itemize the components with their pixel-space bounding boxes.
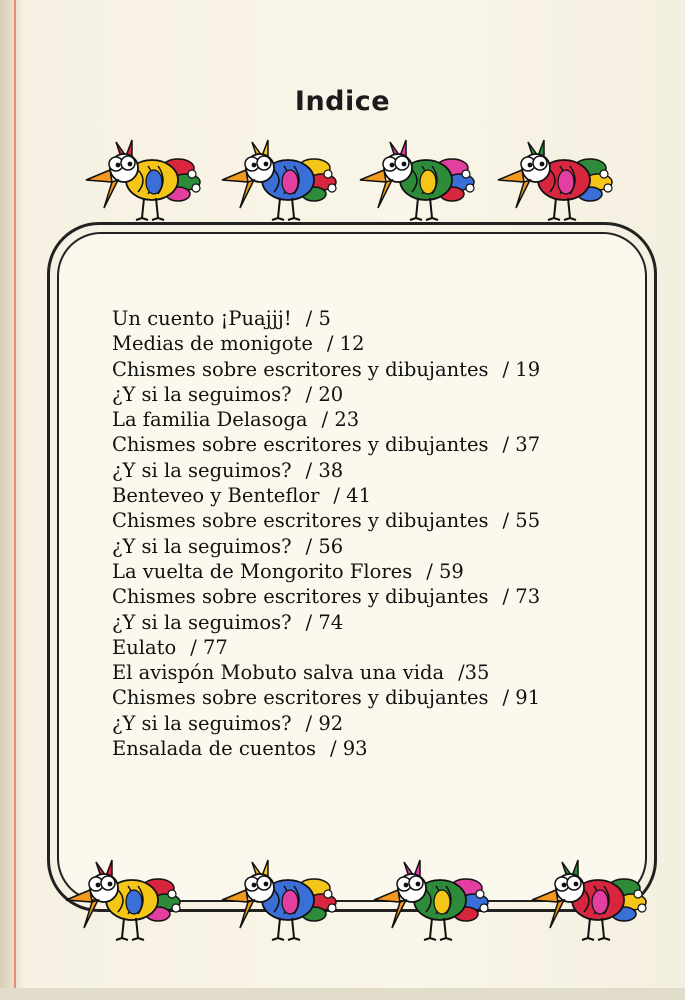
bird-decoration	[494, 138, 620, 222]
toc-entry-page: / 20	[305, 382, 344, 406]
toc-entry	[112, 635, 652, 660]
book-spine	[0, 0, 22, 1000]
toc-entry-title: Un cuento ¡Puajjj!	[112, 307, 292, 330]
table-of-contents	[112, 306, 652, 761]
toc-entry-title: La vuelta de Mongorito Flores	[112, 559, 413, 583]
toc-entry-page: / 74	[305, 610, 344, 634]
cartoon-bird-icon	[62, 858, 188, 942]
cartoon-bird-icon	[494, 138, 620, 222]
toc-entry-title: Chismes sobre escritores y dibujantes	[112, 509, 489, 533]
toc-entry-page: / 5	[305, 307, 331, 330]
toc-entry	[112, 432, 652, 457]
toc-entry-page: /35	[458, 661, 490, 685]
bird-decoration	[370, 858, 496, 942]
toc-entry-page: / 12	[326, 332, 365, 356]
toc-entry	[112, 483, 652, 508]
toc-entry	[112, 610, 652, 635]
toc-entry-page: / 23	[321, 408, 360, 432]
toc-entry	[112, 685, 652, 710]
toc-entry	[112, 306, 652, 331]
bird-decoration	[218, 138, 344, 222]
toc-entry-title: El avispón Mobuto salva una vida	[112, 661, 445, 685]
toc-entry-page: / 55	[502, 509, 541, 533]
toc-entry	[112, 382, 652, 407]
cartoon-bird-icon	[370, 858, 496, 942]
toc-entry-title: ¿Y si la seguimos?	[112, 534, 292, 558]
page-bottom-edge	[0, 988, 685, 1000]
toc-entry	[112, 534, 652, 559]
toc-entry-page: / 19	[502, 357, 541, 381]
cartoon-bird-icon	[356, 138, 482, 222]
toc-entry-page: / 92	[305, 711, 344, 735]
toc-entry	[112, 711, 652, 736]
toc-entry	[112, 559, 652, 584]
toc-entry-title: ¿Y si la seguimos?	[112, 610, 292, 634]
toc-entry-title: La familia Delasoga	[112, 408, 308, 432]
bird-decoration	[82, 138, 208, 222]
bird-decoration	[528, 858, 654, 942]
toc-entry-title: Chismes sobre escritores y dibujantes	[112, 433, 489, 457]
toc-entry-title: Medias de monigote	[112, 332, 313, 356]
toc-entry-title: ¿Y si la seguimos?	[112, 711, 292, 735]
toc-entry-page: / 38	[305, 458, 344, 482]
toc-entry-page: / 41	[333, 484, 371, 508]
toc-entry-title: Ensalada de cuentos	[112, 737, 316, 761]
toc-entry-page: / 77	[190, 635, 228, 659]
toc-entry-page: / 73	[502, 585, 541, 609]
spine-edge-line	[14, 0, 16, 1000]
toc-entry	[112, 660, 652, 685]
toc-entry-title: Eulato	[112, 635, 177, 659]
toc-entry	[112, 407, 652, 432]
toc-entry-title: ¿Y si la seguimos?	[112, 458, 292, 482]
toc-entry-page: / 37	[502, 433, 541, 457]
cartoon-bird-icon	[218, 858, 344, 942]
toc-entry	[112, 508, 652, 533]
toc-entry-title: Chismes sobre escritores y dibujantes	[112, 585, 489, 609]
cartoon-bird-icon	[82, 138, 208, 222]
toc-entry	[112, 331, 652, 356]
toc-entry	[112, 584, 652, 609]
bird-decoration	[356, 138, 482, 222]
toc-entry-title: Benteveo y Benteflor	[112, 484, 320, 508]
bird-decoration	[218, 858, 344, 942]
toc-entry	[112, 458, 652, 483]
toc-entry	[112, 357, 652, 382]
page-title: Indice	[294, 86, 391, 117]
toc-entry-page: / 93	[329, 737, 368, 761]
toc-entry-page: / 59	[426, 559, 464, 583]
toc-entry-title: ¿Y si la seguimos?	[112, 382, 292, 406]
toc-entry	[112, 736, 652, 761]
toc-entry-page: / 91	[502, 686, 541, 710]
cartoon-bird-icon	[528, 858, 654, 942]
cartoon-bird-icon	[218, 138, 344, 222]
toc-entry-page: / 56	[305, 534, 344, 558]
toc-entry-title: Chismes sobre escritores y dibujantes	[112, 357, 489, 381]
toc-entry-title: Chismes sobre escritores y dibujantes	[112, 686, 489, 710]
bird-decoration	[62, 858, 188, 942]
